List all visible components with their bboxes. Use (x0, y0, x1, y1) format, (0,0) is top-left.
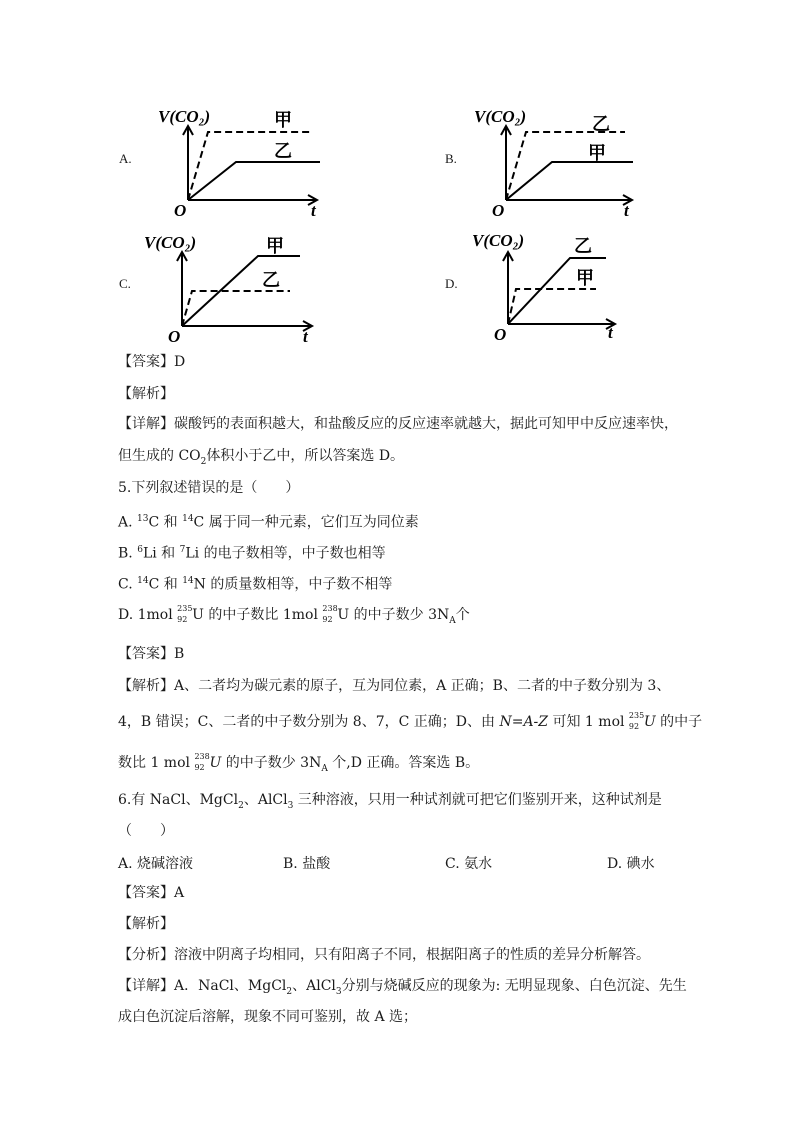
lower-curve-label: 甲 (588, 143, 606, 163)
q4-detail-line-1: 【详解】碳酸钙的表面积越大，和盐酸反应的反应速率就越大，据此可知甲中反应速率快， (118, 416, 678, 432)
q6-choice-a: A. 烧碱溶液 (118, 856, 194, 872)
q6-stem-line-2: （ ） (118, 823, 174, 839)
option-a-label: A. (119, 151, 132, 166)
q5-option-b: B. $^6$Li 和 $^7$Li 的电子数相等，中子数也相等 (118, 545, 386, 562)
option-d-label: D. (445, 276, 458, 291)
q6-analysis-heading: 【解析】 (118, 916, 174, 932)
curve-lower (506, 162, 633, 200)
graph-d (468, 226, 648, 346)
curve-lower (188, 162, 320, 200)
x-axis-label: t (303, 327, 308, 346)
upper-curve-label: 甲 (274, 110, 292, 130)
q6-choice-c: C. 氨水 (445, 856, 493, 872)
q5-explanation-line-2: 4，B 错误；C、二者的中子数分别为 8、7，C 正确；D、由 N=A-Z 可知 1 mol 235 92 U 的中子 (118, 711, 703, 731)
q6-detail-line-1: 【详解】A．NaCl、MgCl$_2$、AlCl$_3$分别与烧碱反应的现象为: 无明显现象、白色沉淀、先生 (118, 978, 687, 997)
x-axis-label: t (608, 323, 613, 342)
lower-curve-label: 乙 (274, 141, 292, 161)
q5-option-d: D. 1mol 235 92 U 的中子数比 1mol 238 92 U 的中子数少 $3N_A$个 (118, 604, 470, 626)
origin-label: O (492, 201, 505, 220)
graph-c (140, 226, 320, 346)
q5-stem: 5.下列叙述错误的是（ ） (118, 480, 300, 496)
origin-label: O (174, 201, 187, 220)
q5-explanation-line-1: 【解析】A、二者均为碳元素的原子，互为同位素，A 正确；B、二者的中子数分别为 3、 (118, 678, 671, 694)
q6-choice-b: B. 盐酸 (283, 856, 331, 872)
lower-curve-label: 乙 (262, 270, 280, 290)
q6-detail-line-2: 成白色沉淀后溶解，现象不同可鉴别，故 A 选； (118, 1009, 418, 1025)
upper-curve-label: 乙 (574, 236, 592, 256)
nuclide-notation: 235 92 (628, 711, 645, 731)
q6-fenxi: 【分析】溶液中阴离子均相同，只有阳离子不同，根据阳离子的性质的差异分析解答。 (118, 947, 650, 963)
y-axis-label: V(CO₂) (144, 233, 197, 252)
curve-lower (182, 291, 290, 326)
x-axis-label: t (624, 201, 629, 220)
q5-explanation-line-3: 数比 1 mol 238 92 U 的中子数少 $3N_A$ 个,D 正确。答案选 B。 (118, 752, 480, 774)
y-axis-label: V(CO₂) (474, 107, 527, 126)
upper-curve-label: 乙 (592, 114, 610, 134)
graph-a (150, 100, 330, 220)
upper-curve-label: 甲 (266, 236, 284, 256)
lower-curve-label: 甲 (576, 268, 594, 288)
y-axis-label: V(CO₂) (158, 107, 211, 126)
q6-answer: 【答案】A (118, 885, 185, 901)
q5-answer: 【答案】B (118, 646, 185, 662)
q4-answer: 【答案】D (118, 354, 186, 370)
q4-detail-line-2: 但生成的 $CO_2$体积小于乙中，所以答案选 D。 (118, 448, 405, 467)
q6-choice-d: D. 碘水 (607, 856, 655, 872)
q5-option-a: A. $^{13}$C 和 $^{14}$C 属于同一种元素，它们互为同位素 (118, 514, 419, 531)
graph-b (470, 100, 650, 220)
x-axis-label: t (311, 201, 316, 220)
option-c-label: C. (119, 276, 131, 291)
nuclide-notation: 238 92 (322, 604, 338, 624)
option-b-label: B. (445, 151, 457, 166)
origin-label: O (494, 325, 507, 344)
nuclide-notation: 235 92 (177, 604, 193, 624)
y-axis-label: V(CO₂) (472, 231, 525, 250)
q5-option-c: C. $^{14}$C 和 $^{14}$N 的质量数相等，中子数不相等 (118, 576, 393, 593)
curve-lower (508, 289, 596, 324)
curve-upper (506, 132, 625, 200)
nuclide-notation: 238 92 (194, 752, 210, 772)
q6-stem-line-1: 6.有 NaCl、MgCl$_2$、AlCl$_3$ 三种溶液，只用一种试剂就可把它们鉴别开来，这种试剂是 (118, 792, 662, 811)
q4-analysis-heading: 【解析】 (118, 386, 174, 402)
origin-label: O (168, 327, 181, 346)
